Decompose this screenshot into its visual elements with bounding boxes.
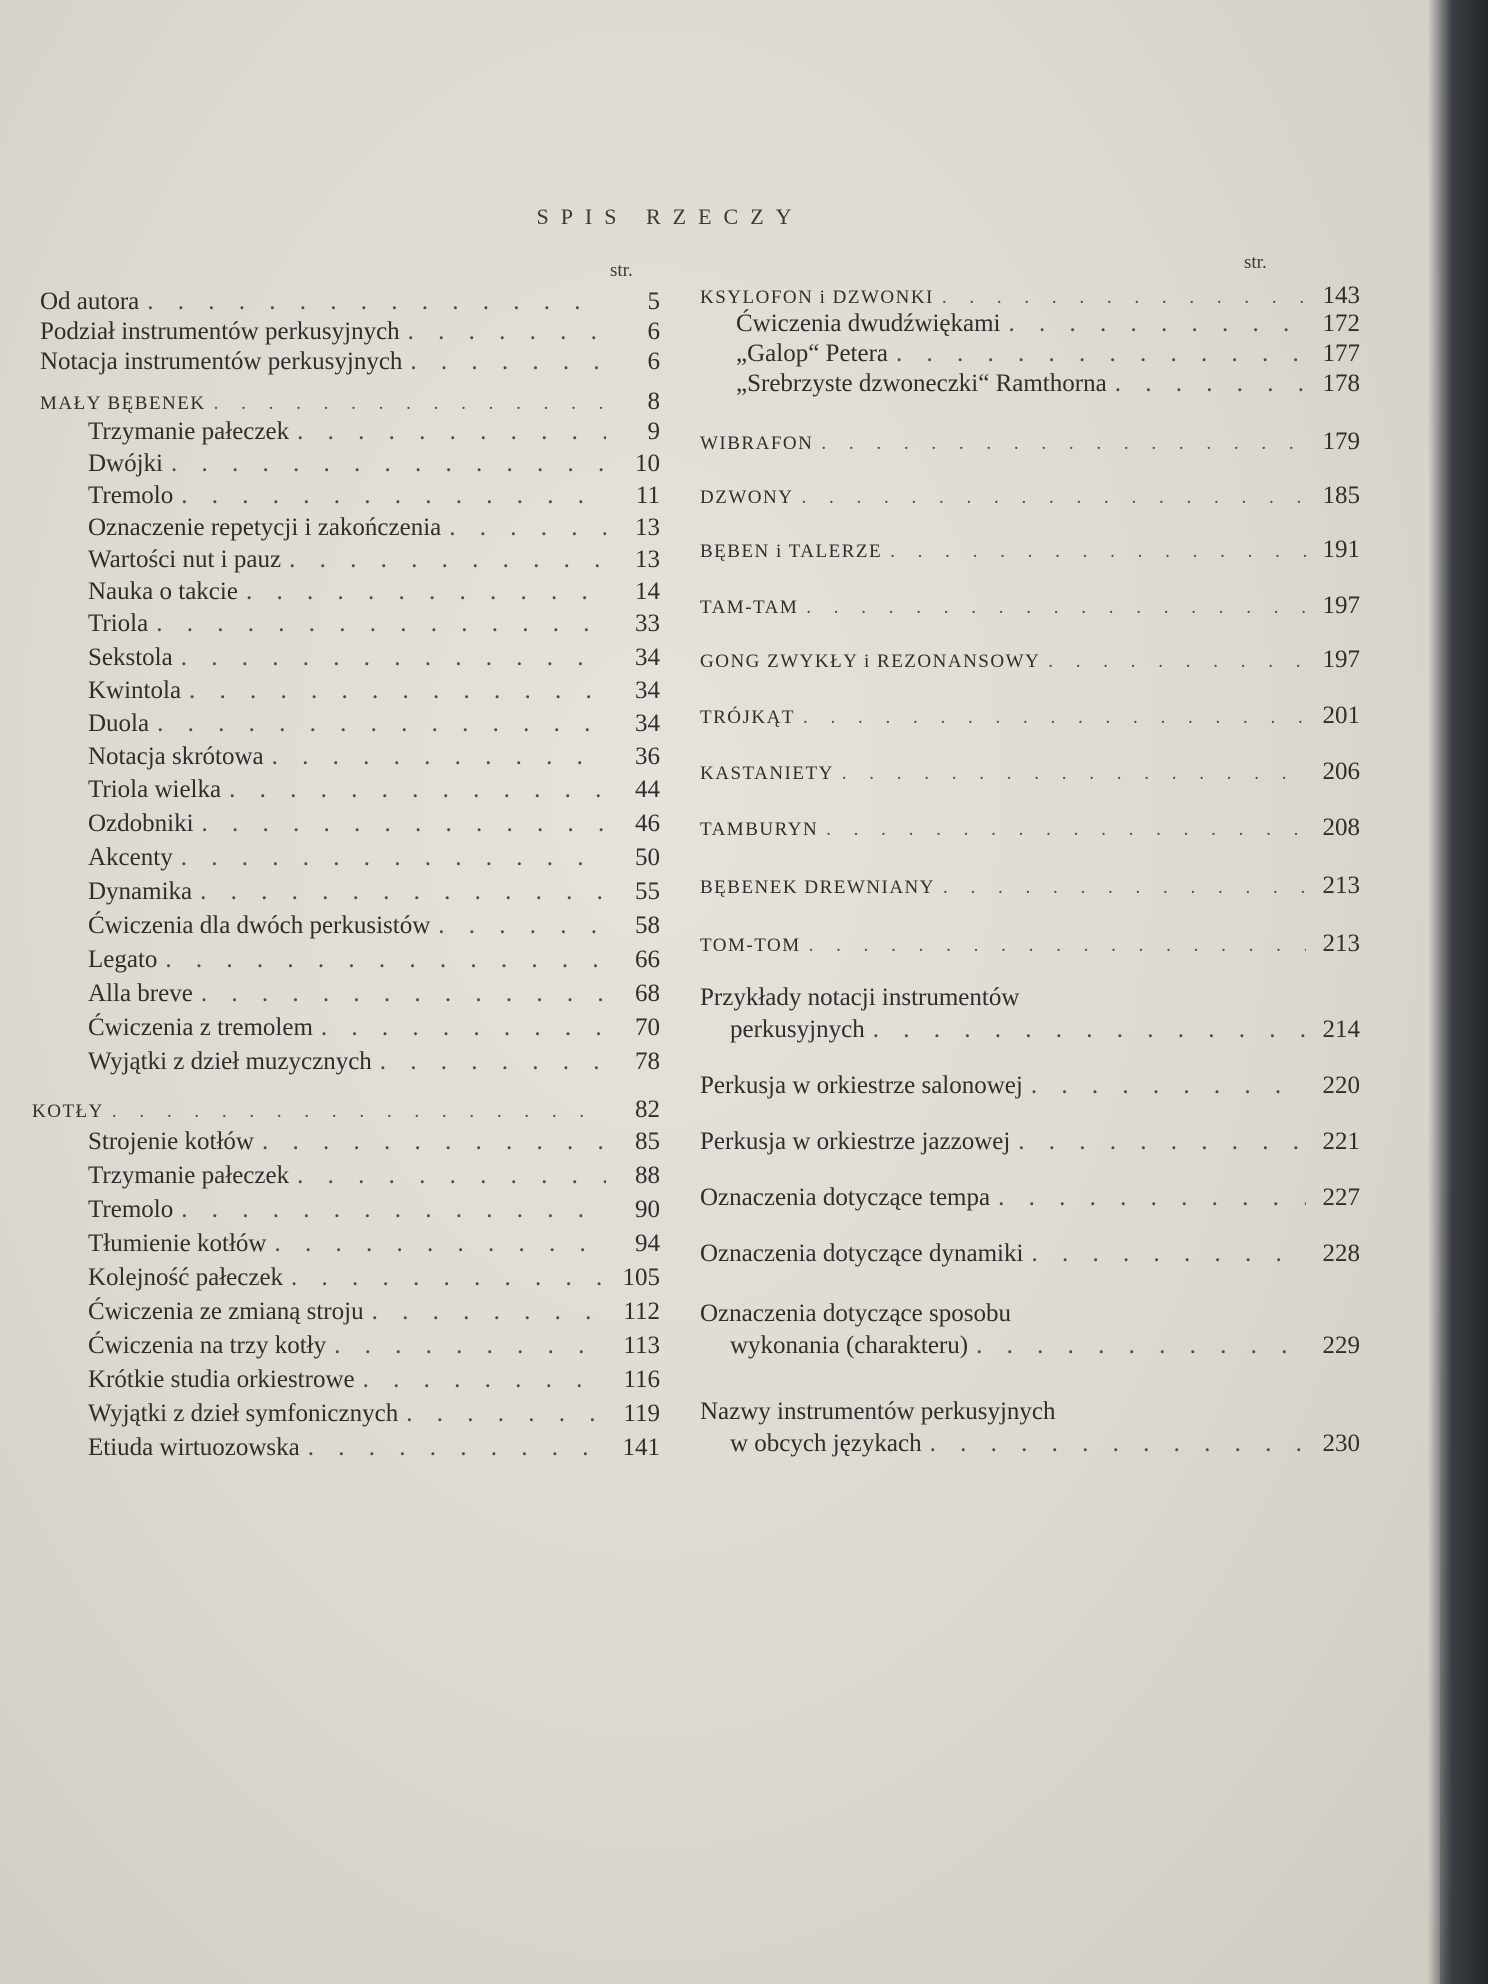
toc-entry: Sekstola . . . 34 xyxy=(40,644,660,672)
toc-entry: Perkusja w orkiestrze salonowej . . . 220 xyxy=(700,1072,1360,1100)
toc-entry: Triola wielka . . . 44 xyxy=(40,776,660,804)
page-column-header: str. xyxy=(610,260,633,281)
toc-entry: Wyjątki z dzieł symfonicznych . . . 119 xyxy=(40,1400,660,1428)
toc-section-heading: TOM-TOM . . . 213 xyxy=(700,930,1360,958)
toc-entry: Ozdobniki . . . 46 xyxy=(40,810,660,838)
toc-entry: Perkusja w orkiestrze jazzowej . . . 221 xyxy=(700,1128,1360,1156)
toc-entry: „Galop“ Petera . . . 177 xyxy=(700,340,1360,368)
toc-entry: Legato . . . 66 xyxy=(40,946,660,974)
toc-entry: Kwintola . . . 34 xyxy=(40,677,660,705)
toc-section-heading: KOTŁY . . . 82 xyxy=(32,1096,660,1124)
page-column-header: str. xyxy=(1244,252,1267,273)
toc-entry: Dynamika . . . 55 xyxy=(40,878,660,906)
toc-entry: Od autora . . . 5 xyxy=(40,288,660,316)
toc-entry: Strojenie kotłów . . . 85 xyxy=(40,1128,660,1156)
toc-entry: Notacja skrótowa . . . 36 xyxy=(40,743,660,771)
toc-entry: Duola . . . 34 xyxy=(40,710,660,738)
toc-entry: Ćwiczenia z tremolem . . . 70 xyxy=(40,1014,660,1042)
toc-section-heading: MAŁY BĘBENEK . . . 8 xyxy=(40,388,660,416)
toc-section-heading: BĘBENEK DREWNIANY . . . 213 xyxy=(700,872,1360,900)
toc-entry: Nauka o takcie . . . 14 xyxy=(40,578,660,606)
toc-entry: Wyjątki z dzieł muzycznych . . . 78 xyxy=(40,1048,660,1076)
toc-entry: Kolejność pałeczek . . . 105 xyxy=(40,1264,660,1292)
toc-section-heading: KASTANIETY . . . 206 xyxy=(700,758,1360,786)
toc-section-heading: WIBRAFON . . . 179 xyxy=(700,428,1360,456)
toc-entry: Tremolo . . . 90 xyxy=(40,1196,660,1224)
toc-section-heading: TAM-TAM . . . 197 xyxy=(700,592,1360,620)
toc-entry: Oznaczenia dotyczące tempa . . . 227 xyxy=(700,1184,1360,1212)
toc-entry-multiline: Przykłady notacji instrumentów perkusyjnych . . . 214 xyxy=(700,984,1360,1044)
toc-entry: Oznaczenia dotyczące dynamiki . . . 228 xyxy=(700,1240,1360,1268)
page-edge-shadow xyxy=(1428,0,1488,1984)
toc-entry: Notacja instrumentów perkusyjnych . . . 6 xyxy=(40,348,660,376)
toc-entry: Tremolo . . . 11 xyxy=(40,482,660,510)
toc-entry: Ćwiczenia ze zmianą stroju . . . 112 xyxy=(40,1298,660,1326)
toc-entry: Ćwiczenia dwudźwiękami . . . 172 xyxy=(700,310,1360,338)
toc-entry: Krótkie studia orkiestrowe . . . 116 xyxy=(40,1366,660,1394)
toc-entry: Trzymanie pałeczek . . . 9 xyxy=(40,418,660,446)
toc-section-heading: DZWONY . . . 185 xyxy=(700,482,1360,510)
toc-section-heading: TRÓJKĄT . . . 201 xyxy=(700,702,1360,730)
toc-entry: Oznaczenie repetycji i zakończenia . . . 13 xyxy=(40,514,660,542)
toc-entry: Dwójki . . . 10 xyxy=(40,450,660,478)
toc-entry: „Srebrzyste dzwoneczki“ Ramthorna . . . 178 xyxy=(700,370,1360,398)
toc-section-heading: GONG ZWYKŁY i REZONANSOWY . . . 197 xyxy=(700,646,1360,674)
toc-entry: Wartości nut i pauz . . . 13 xyxy=(40,546,660,574)
toc-entry: Podział instrumentów perkusyjnych . . . 6 xyxy=(40,318,660,346)
toc-entry-multiline: Nazwy instrumentów perkusyjnych w obcych językach . . . 230 xyxy=(700,1398,1360,1458)
toc-section-heading: BĘBEN i TALERZE . . . 191 xyxy=(700,536,1360,564)
toc-entry: Tłumienie kotłów . . . 94 xyxy=(40,1230,660,1258)
toc-entry-multiline: Oznaczenia dotyczące sposobu wykonania (charakteru) . . . 229 xyxy=(700,1300,1360,1360)
toc-section-heading: TAMBURYN . . . 208 xyxy=(700,814,1360,842)
page-title: SPIS RZECZY xyxy=(536,204,804,229)
toc-entry: Triola . . . 33 xyxy=(40,610,660,638)
toc-section-heading: KSYLOFON i DZWONKI . . . 143 xyxy=(700,282,1360,310)
toc-entry: Etiuda wirtuozowska . . . 141 xyxy=(40,1434,660,1462)
toc-entry: Ćwiczenia na trzy kotły . . . 113 xyxy=(40,1332,660,1360)
toc-entry: Alla breve . . . 68 xyxy=(40,980,660,1008)
toc-entry: Trzymanie pałeczek . . . 88 xyxy=(40,1162,660,1190)
toc-entry: Akcenty . . . 50 xyxy=(40,844,660,872)
toc-entry: Ćwiczenia dla dwóch perkusistów . . . 58 xyxy=(40,912,660,940)
